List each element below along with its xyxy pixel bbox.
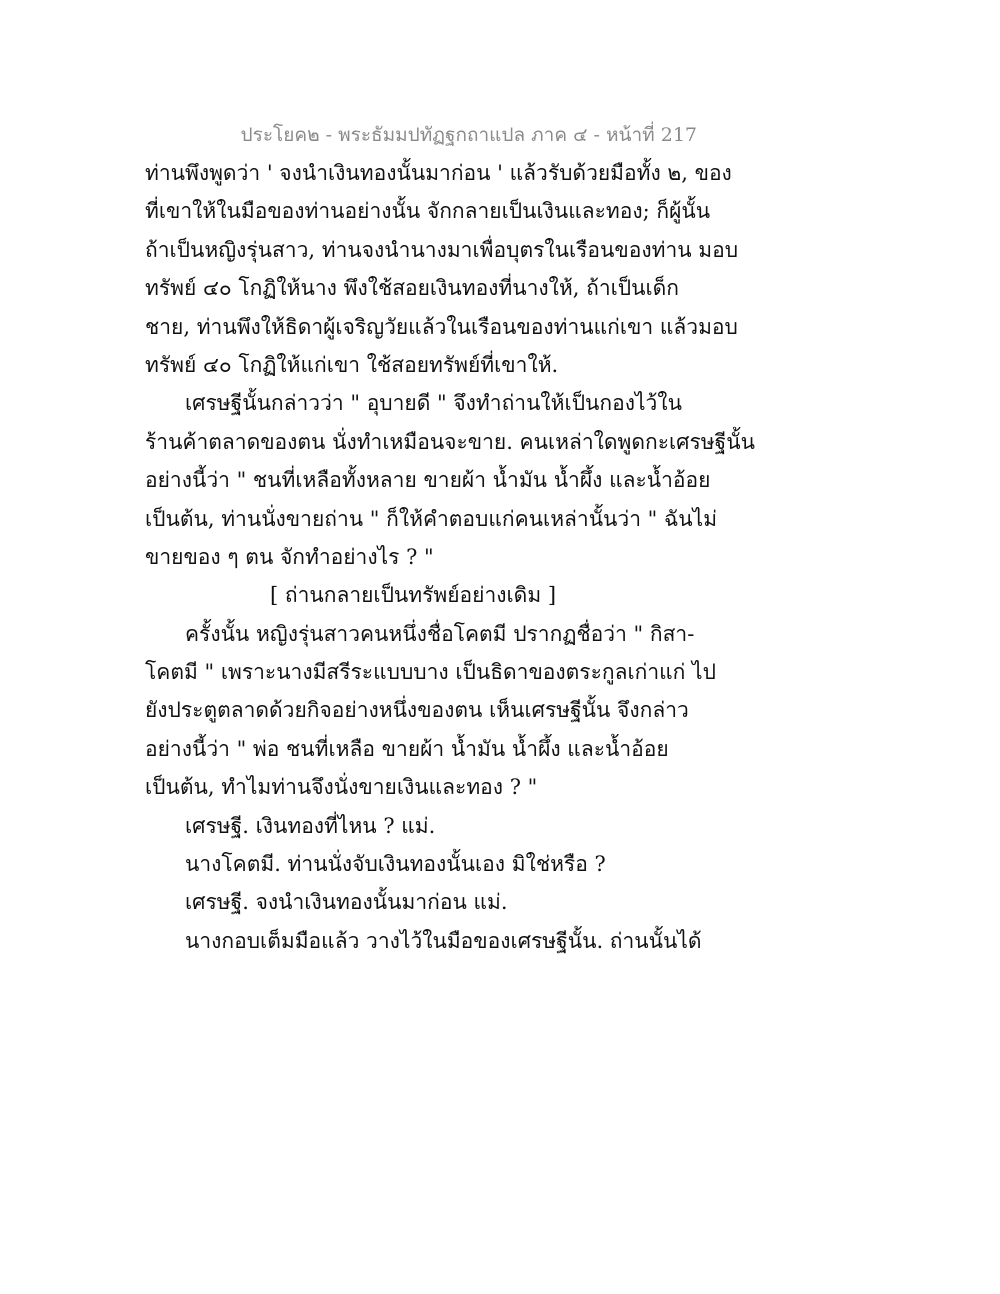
text-line: อย่างนี้ว่า " พ่อ ชนที่เหลือ ขายผ้า น้ำมัน น้ำผึ้ง และน้ำอ้อย [145,736,669,761]
body-text [145,154,755,960]
text-line: เป็นต้น, ท่านนั่งขายถ่าน " ก็ให้คำตอบแก่คนเหล่านั้นว่า " ฉันไม่ [145,506,718,531]
text-line: ขายของ ๆ ตน จักทำอย่างไร ? " [145,544,434,569]
text-line: ท่านพึงพูดว่า ' จงนำเงินทองนั้นมาก่อน ' แล้วรับด้วยมือทั้ง ๒, ของ [145,161,732,185]
text-line: ชาย, ท่านพึงให้ธิดาผู้เจริญวัยแล้วในเรือนของท่านแก่เขา แล้วมอบ [145,314,738,339]
text-line: เศรษฐีนั้นกล่าวว่า " อุบายดี " จึงทำถ่านให้เป็นกองไว้ใน [185,391,682,416]
section-heading: [ ถ่านกลายเป็นทรัพย์อย่างเดิม ] [270,583,557,608]
text-line: ครั้งนั้น หญิงรุ่นสาวคนหนึ่งชื่อโคตมี ปรากฏชื่อว่า " กิสา- [185,621,695,646]
text-line: ยังประตูตลาดด้วยกิจอย่างหนึ่งของตน เห็นเศรษฐีนั้น จึงกล่าว [145,698,689,723]
text-line: เป็นต้น, ทำไมท่านจึงนั่งขายเงินและทอง ? " [145,775,538,800]
text-line: ร้านค้าตลาดของตน นั่งทำเหมือนจะขาย. คนเหล่าใดพูดกะเศรษฐีนั้น [145,429,755,454]
text-line: ที่เขาให้ในมือของท่านอย่างนั้น จักกลายเป็นเงินและทอง; ก็ผู้นั้น [145,199,711,224]
page-header: ประโยค๒ - พระธัมมปทัฏฐกถาแปล ภาค ๔ - หน้าที่ 217 [240,124,697,146]
text-line: โคตมี " เพราะนางมีสรีระแบบบาง เป็นธิดาของตระกูลเก่าแก่ ไป [145,660,716,685]
text-line: ถ้าเป็นหญิงรุ่นสาว, ท่านจงนำนางมาเพื่อบุตรในเรือนของท่าน มอบ [145,237,739,262]
text-line: อย่างนี้ว่า " ชนที่เหลือทั้งหลาย ขายผ้า น้ำมัน น้ำผึ้ง และน้ำอ้อย [145,468,711,493]
dialogue-line: เศรษฐี. เงินทองที่ไหน ? แม่. [185,813,436,838]
text-line: นางกอบเต็มมือแล้ว วางไว้ในมือของเศรษฐีนั้น. ถ่านนั้นได้ [185,928,702,953]
text-line: ทรัพย์ ๔๐ โกฏิให้แก่เขา ใช้สอยทรัพย์ที่เขาให้. [145,352,559,377]
dialogue-line: นางโคตมี. ท่านนั่งจับเงินทองนั้นเอง มิใช่หรือ ? [185,852,606,877]
text-line: ทรัพย์ ๔๐ โกฏิให้นาง พึงใช้สอยเงินทองที่นางให้, ถ้าเป็นเด็ก [145,276,680,301]
dialogue-line: เศรษฐี. จงนำเงินทองนั้นมาก่อน แม่. [185,890,508,915]
